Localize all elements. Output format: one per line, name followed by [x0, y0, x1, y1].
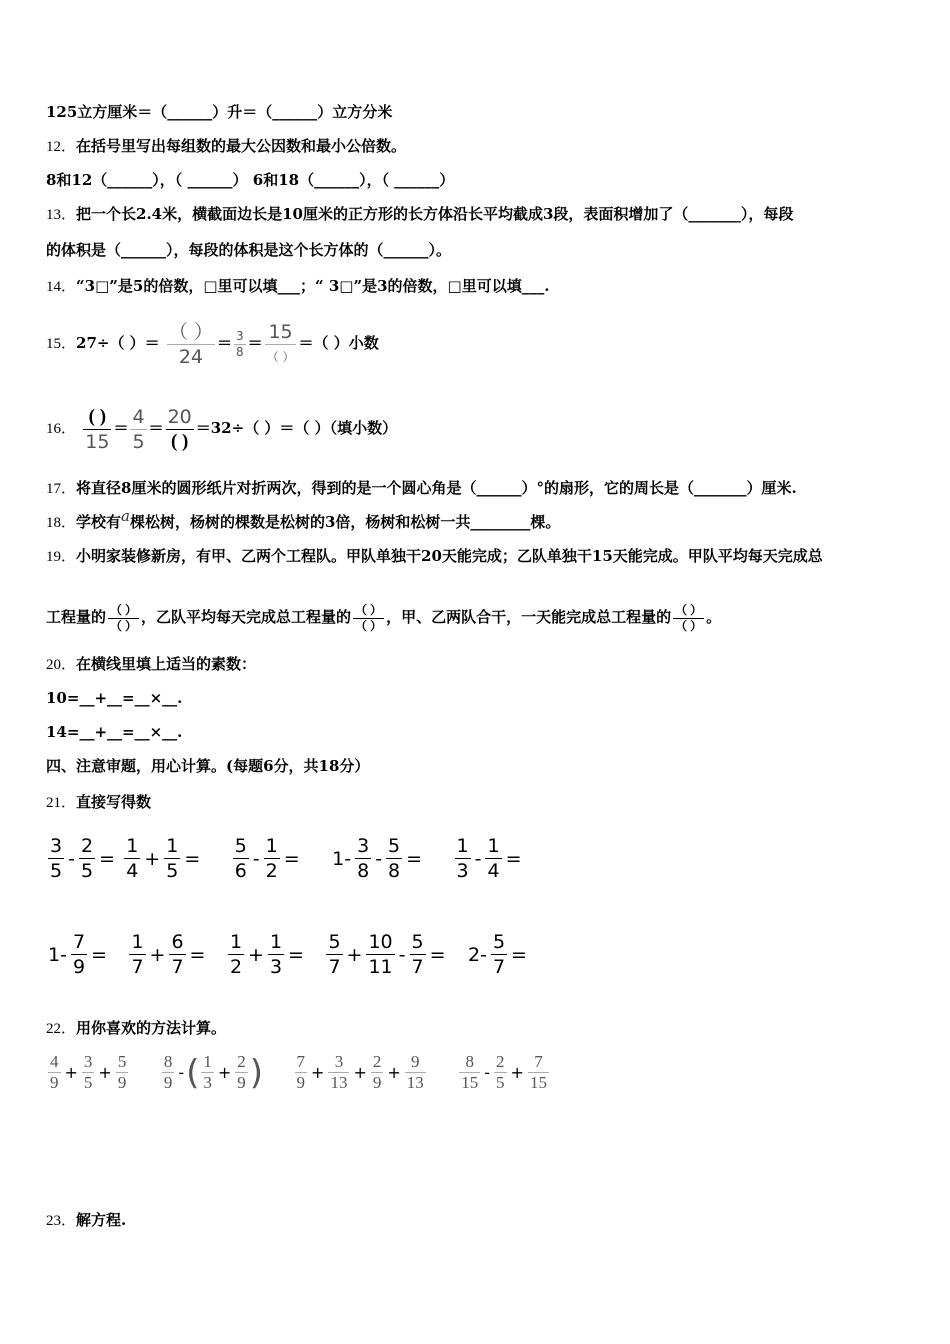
q22-e4-op: -: [484, 1063, 491, 1082]
math-part: 8: [163, 1052, 173, 1071]
math-part: 3: [357, 835, 370, 857]
q21-r2-e4-op: +: [346, 943, 363, 966]
math-part: 5: [234, 835, 247, 857]
math-part: 8: [357, 860, 370, 882]
q15-f1-denominator: 24: [178, 345, 204, 368]
q15-prefix: 27÷（ ）＝: [76, 334, 160, 352]
q21-row-1: [46, 834, 524, 883]
q19-f1-numerator: （ ）: [110, 602, 138, 617]
q21-r2-e5-a: [491, 930, 507, 979]
math-part: 1: [269, 931, 283, 953]
q19-fraction-2: [353, 603, 384, 634]
math-part: 3: [328, 1052, 349, 1073]
math-part: 9: [72, 956, 86, 978]
math-part: 9: [237, 1073, 246, 1092]
q21-r1-e3-op: -: [252, 847, 260, 870]
q21-r2-e5-eq: =: [511, 943, 527, 966]
q17-line: [46, 478, 797, 499]
q16-f3-numerator: 20: [167, 405, 192, 428]
q22-e2-op2: +: [217, 1063, 232, 1082]
q21-r2-e3-b: [268, 930, 284, 979]
q20-text1: 10=__+__=__×__.: [46, 689, 183, 707]
q16-line: [46, 392, 397, 464]
q21-r2-e3-op: +: [248, 943, 264, 966]
math-part: 9: [163, 1073, 173, 1092]
q21-row-2: [46, 930, 529, 979]
math-part: 5: [166, 860, 179, 882]
q23-title: 解方程.: [76, 1211, 127, 1229]
q13-number: 13．: [46, 207, 77, 223]
math-part: 8: [459, 1052, 480, 1073]
math-part: 4: [50, 1052, 59, 1071]
math-part: 3: [456, 860, 469, 882]
q16-eq-2: ＝: [148, 419, 164, 437]
q19-text1: 小明家装修新房，有甲、乙两个工程队。甲队单独干20天能完成；乙队单独干15天能完成。甲队平均每天完成总: [76, 547, 823, 565]
q15-line: [46, 308, 379, 378]
q22-title-line: [46, 1018, 226, 1039]
q16-f2-denominator: 5: [132, 430, 145, 453]
q21-r2-e1-a: [71, 930, 87, 979]
q21-r1-e5-eq: =: [505, 847, 522, 870]
math-part: 6: [171, 931, 184, 953]
q15-f3-denominator: （ ）: [266, 349, 295, 364]
math-part: 2: [237, 1052, 246, 1071]
q16-f2-numerator: 4: [132, 405, 145, 428]
q12-title-line: [46, 136, 406, 157]
q11-text: 125立方厘米＝（______）升＝（______）立方分米: [46, 103, 393, 121]
q22-e2-right-paren: ): [249, 1052, 264, 1093]
math-part: 2: [80, 835, 94, 857]
q12-line: 8和12（______），（ ______） 6和18（______），（ ______）: [46, 171, 455, 189]
q19-number: 19．: [46, 549, 77, 565]
q22-e2-b: [201, 1052, 214, 1093]
q22-e3-b: [328, 1052, 349, 1093]
q22-e1-op2: +: [98, 1063, 112, 1082]
q21-r1-e4-a: [355, 834, 371, 883]
q15-eq-2: ＝: [247, 334, 263, 352]
q22-e4-op2: +: [510, 1063, 524, 1082]
math-part: 7: [328, 956, 341, 978]
q15-f2-numerator: 3: [235, 328, 244, 343]
q14-number: 14．: [46, 279, 77, 295]
math-part: 13: [406, 1073, 424, 1092]
q19-f3-denominator: （ ）: [675, 618, 703, 633]
q18-number: 18．: [46, 515, 77, 531]
q19-f1-denominator: （ ）: [110, 618, 138, 633]
math-part: 7: [411, 956, 424, 978]
q12-title: 在括号里写出每组数的最大公因数和最小公倍数。: [76, 137, 407, 155]
q15-fraction-2: [234, 329, 246, 360]
q21-r2-e1-whole: 1-: [48, 943, 67, 966]
math-part: 7: [296, 1052, 306, 1071]
section-4-heading: [46, 756, 369, 776]
math-part: 2: [372, 1052, 382, 1071]
q15-f1-numerator: （ ）: [168, 320, 213, 343]
q21-r2-e2-op: +: [149, 943, 166, 966]
math-part: 15: [529, 1073, 547, 1092]
q22-e4-b: [494, 1052, 507, 1093]
q23-number: 23．: [46, 1213, 77, 1229]
q21-r2-e3-eq: =: [288, 943, 304, 966]
math-part: 15: [461, 1073, 479, 1092]
q21-number: 21．: [46, 795, 77, 811]
q23-title-line: [46, 1210, 126, 1231]
math-part: 2: [496, 1052, 505, 1071]
math-part: 4: [126, 860, 139, 882]
q21-r2-e2-eq: =: [189, 943, 206, 966]
q22-e3-op: +: [311, 1063, 325, 1082]
q13-text1: 把一个长2.4米，横截面边长是10厘米的正方形的长方体沿长平均截成3段，表面积增加了（_______），每段: [76, 205, 794, 223]
q21-r2-e2-a: [129, 930, 145, 979]
q15-fraction-3: [265, 320, 297, 369]
math-part: 7: [131, 956, 144, 978]
q15-f3-numerator: 15: [265, 320, 297, 345]
math-part: 9: [50, 1073, 59, 1092]
q22-e4-a: [459, 1052, 480, 1093]
q22-number: 22．: [46, 1021, 77, 1037]
math-part: 9: [405, 1052, 426, 1073]
math-part: 5: [496, 1073, 505, 1092]
q19-line1: [46, 546, 823, 567]
q21-r1-e1-b: [79, 834, 95, 883]
q19-seg2: ，乙队平均每天完成总工程量的: [141, 608, 352, 626]
q22-e3-a: [295, 1052, 308, 1093]
q20-line2: [46, 722, 182, 742]
q21-r1-e2-eq: =: [184, 847, 201, 870]
q19-fraction-1: [108, 603, 139, 634]
math-part: 1: [131, 931, 144, 953]
q16-suffix: ＝32÷（ ）＝（ ）（填小数）: [195, 419, 398, 437]
math-part: 3: [83, 1052, 93, 1071]
q18-variable: a: [121, 507, 130, 525]
q16-f3-denominator: ( ): [170, 430, 189, 452]
math-part: 5: [411, 931, 424, 953]
q21-r1-e2-op: +: [144, 847, 161, 870]
math-part: 1: [166, 835, 179, 857]
q22-e1-a: [48, 1052, 61, 1093]
q21-title-line: [46, 792, 151, 813]
q21-r2-e4-a: [326, 930, 342, 979]
math-part: 13: [330, 1073, 348, 1092]
math-part: 2: [229, 956, 243, 978]
q19-f3-numerator: （ ）: [675, 602, 703, 617]
q22-e2-left-paren: (: [186, 1052, 200, 1093]
math-part: 7: [528, 1052, 549, 1073]
q21-r1-e3-a: [233, 834, 249, 883]
q13-line1: [46, 204, 793, 225]
q15-fraction-1: [167, 320, 215, 369]
q22-row: [46, 1052, 551, 1093]
math-part: 3: [50, 835, 63, 857]
math-part: 2: [265, 860, 278, 882]
math-part: 6: [234, 860, 247, 882]
math-part: 7: [492, 956, 506, 978]
q16-f1-denominator: 15: [85, 430, 110, 453]
q19-seg4: 。: [706, 608, 722, 626]
q22-e1-b: [82, 1052, 95, 1093]
q12-answer-line: [46, 170, 454, 190]
q19-seg1: 工程量的: [46, 608, 107, 626]
q21-r1-e1-eq: =: [99, 847, 115, 870]
q21-r2-e5-whole: 2-: [467, 943, 487, 966]
q21-r1-e3-b: [264, 834, 280, 883]
q21-r1-e3-eq: =: [283, 847, 300, 870]
q16-number: 16．: [46, 421, 77, 437]
q16-fraction-2: [130, 405, 146, 454]
q19-fraction-3: [673, 603, 704, 634]
q21-r2-e4-c: [410, 930, 426, 979]
q21-r1-e2-b: [164, 834, 180, 883]
section-4-title: 四、注意审题，用心计算。(每题6分，共18分）: [46, 757, 370, 775]
q12-number: 12．: [46, 139, 77, 155]
math-part: 1: [265, 835, 278, 857]
q21-r2-e4-b: [366, 930, 394, 979]
q19-line2: [46, 588, 721, 646]
q22-e1-op: +: [64, 1063, 78, 1082]
q15-f2-denominator: 8: [235, 344, 244, 359]
q20-number: 20．: [46, 657, 77, 673]
math-part: 7: [171, 956, 184, 978]
q22-e2-op: -: [178, 1063, 185, 1082]
math-part: 1: [487, 835, 500, 857]
q13-text2: 的体积是（______），每段的体积是这个长方体的（______）。: [46, 241, 452, 259]
q13-line2: [46, 240, 451, 260]
math-part: 3: [269, 956, 283, 978]
q22-title: 用你喜欢的方法计算。: [76, 1019, 227, 1037]
math-part: 3: [203, 1073, 212, 1092]
q17-text: 将直径8厘米的圆形纸片对折两次，得到的是一个圆心角是（______）°的扇形，它的周长是（_______）厘米.: [76, 479, 797, 497]
math-part: 5: [492, 931, 506, 953]
q22-e3-e: [405, 1052, 426, 1093]
math-part: 1: [229, 931, 243, 953]
math-part: 9: [372, 1073, 382, 1092]
math-part: 7: [72, 931, 86, 953]
q22-e3-op2: +: [353, 1063, 367, 1082]
q20-title-line: [46, 654, 256, 675]
q22-e2-a: [162, 1052, 175, 1093]
q21-r2-e4-op2: -: [398, 943, 406, 966]
math-part: 9: [117, 1073, 127, 1092]
math-part: 5: [50, 860, 63, 882]
math-part: 5: [83, 1073, 93, 1092]
q22-e4-c: [528, 1052, 549, 1093]
q21-r1-e5-a: [455, 834, 471, 883]
q21-r2-e2-b: [169, 930, 185, 979]
q21-r1-e5-op: -: [474, 847, 482, 870]
q21-title: 直接写得数: [76, 793, 152, 811]
q21-r2-e3-a: [228, 930, 244, 979]
q16-fraction-3: [166, 405, 194, 454]
q18-line: [46, 507, 561, 533]
q21-r1-e4-whole: 1-: [332, 847, 352, 870]
q20-title: 在横线里填上适当的素数：: [76, 655, 257, 673]
q21-r1-e5-b: [485, 834, 501, 883]
math-part: 1: [203, 1052, 212, 1071]
math-part: 1: [456, 835, 469, 857]
math-part: 8: [388, 860, 401, 882]
q14-line: [46, 276, 549, 297]
math-part: 5: [328, 931, 341, 953]
math-part: 11: [368, 956, 393, 978]
q21-r1-e4-b: [386, 834, 402, 883]
q22-e1-c: [116, 1052, 129, 1093]
q20-line1: [46, 688, 182, 708]
math-part: 4: [487, 860, 500, 882]
q20-text2: 14=__+__=__×__.: [46, 723, 183, 741]
q11-line: [46, 102, 392, 122]
q21-r2-e4-eq: =: [429, 943, 446, 966]
q14-text: “3□”是5的倍数，□里可以填___；“ 3□”是3的倍数，□里可以填___.: [76, 277, 550, 295]
q16-fraction-1: [83, 405, 111, 454]
q15-eq-1: ＝: [216, 334, 232, 352]
q22-e3-c: [371, 1052, 384, 1093]
q16-f1-numerator: ( ): [83, 405, 111, 430]
math-part: 5: [388, 835, 401, 857]
q21-r1-e4-op: -: [375, 847, 383, 870]
math-part: 9: [296, 1073, 306, 1092]
q21-r1-e2-a: [124, 834, 140, 883]
q19-f2-numerator: （ ）: [355, 602, 383, 617]
math-part: 1: [126, 835, 139, 857]
q15-number: 15．: [46, 336, 77, 352]
q21-r1-e1-a: [48, 834, 64, 883]
q19-f2-denominator: （ ）: [355, 618, 383, 633]
q18-post: 棵松树，杨树的棵数是松树的3倍，杨树和松树一共________棵。: [129, 513, 561, 531]
q21-r2-e1-eq: =: [91, 943, 107, 966]
math-part: 5: [117, 1052, 127, 1071]
q16-eq-1: ＝: [113, 419, 129, 437]
q22-e3-op3: +: [387, 1063, 401, 1082]
q19-seg3: ，甲、乙两队合干，一天能完成总工程量的: [386, 608, 672, 626]
q21-r1-e1-op: -: [68, 847, 75, 870]
math-part: 5: [80, 860, 94, 882]
q17-number: 17．: [46, 481, 77, 497]
q22-e2-c: [235, 1052, 248, 1093]
q18-pre: 学校有: [76, 513, 122, 531]
q15-suffix: ＝（ ）小数: [298, 334, 379, 352]
math-part: 10: [368, 931, 393, 953]
q21-r1-e4-eq: =: [406, 847, 423, 870]
